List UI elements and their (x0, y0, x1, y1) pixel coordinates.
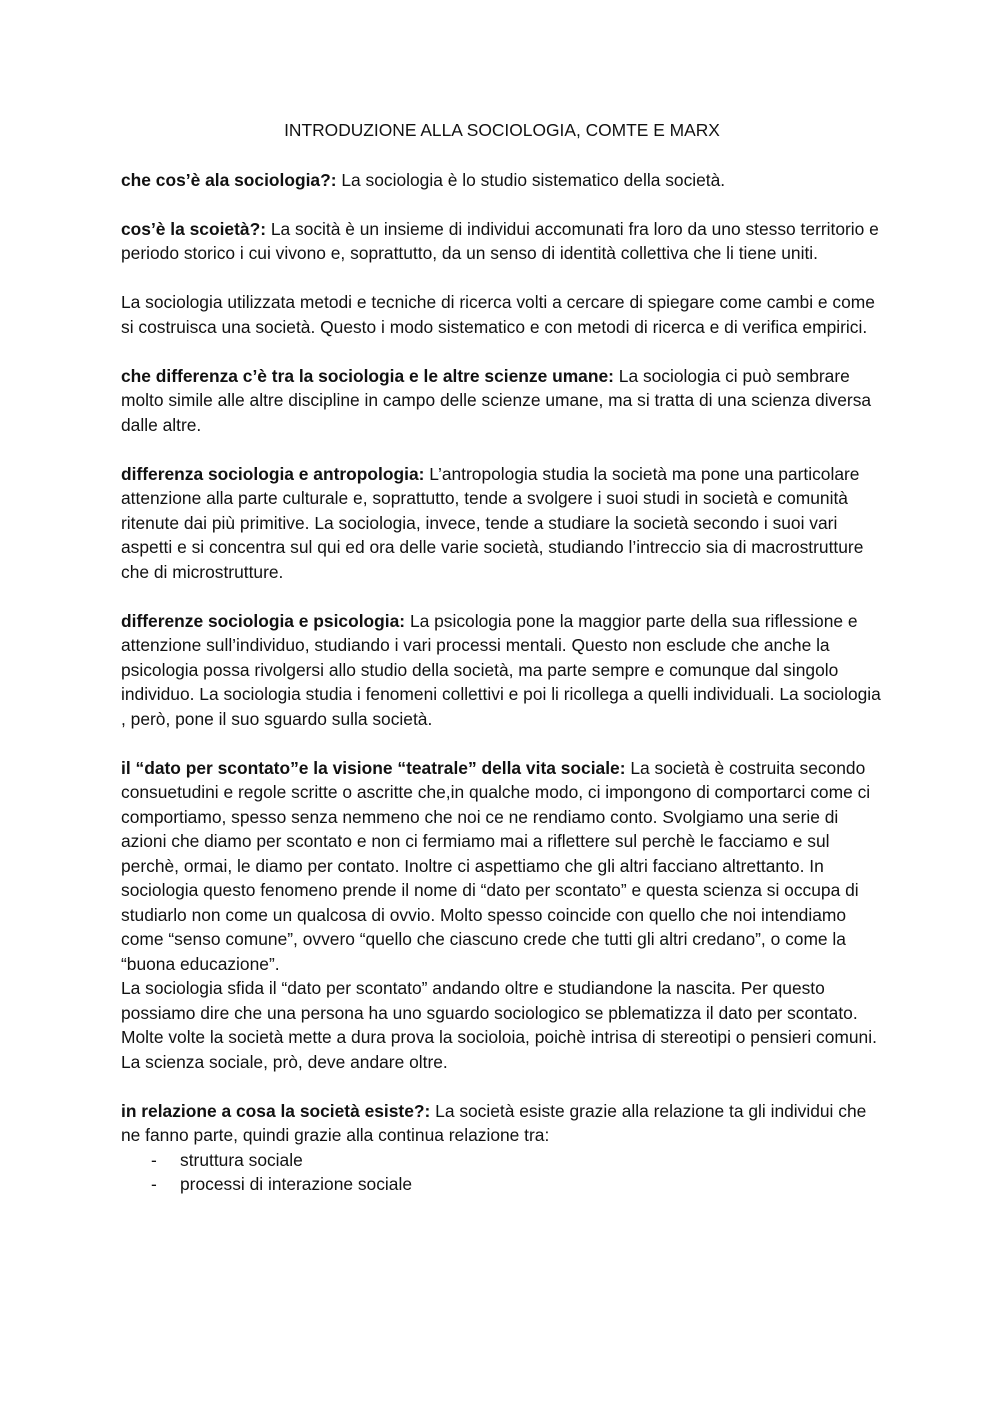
paragraph-heading: che cos’è ala sociologia?: (121, 169, 337, 190)
paragraph-text: La società esiste grazie alla relazione ta gli individui che ne fanno parte, quindi grazie alla continua relazione tra: (121, 1100, 867, 1145)
paragraph-heading: cos’è la scoietà?: (121, 218, 266, 239)
paragraph-text: La sociologia sfida il “dato per scontato” andando oltre e studiandone la nascita. Per questo possiamo dire che una persona ha uno sguardo sociologico se pblematizza il dato per scontato. Molte volte la società mette a dura prova la socioloia, poichè intrisa di stereotipi o pensieri comuni. La scienza sociale, prò, deve andare oltre. (121, 978, 877, 1072)
paragraph-heading: in relazione a cosa la società esiste?: (121, 1100, 431, 1121)
paragraph-taken-for-granted-continuation (121, 976, 883, 1074)
document-page (121, 118, 883, 1197)
dash-bullet: - (151, 1174, 157, 1194)
relation-list (121, 1148, 883, 1197)
paragraph-taken-for-granted (121, 756, 883, 977)
paragraph-heading: il “dato per scontato”e la visione “teatrale” della vita sociale: (121, 757, 626, 778)
paragraph-human-sciences-difference (121, 364, 883, 438)
paragraph-what-is-sociology (121, 168, 883, 193)
paragraph-society-relation (121, 1099, 883, 1148)
paragraph-text: La sociologia ci può sembrare molto simile alle altre discipline in campo delle scienze umane, ma si tratta di una scienza diversa dalle altre. (121, 365, 872, 435)
paragraph-psychology-difference (121, 609, 883, 732)
dash-bullet: - (151, 1149, 157, 1170)
paragraph-anthropology-difference (121, 462, 883, 585)
paragraph-heading: differenza sociologia e antropologia: (121, 463, 425, 484)
list-item-text: processi di interazione sociale (180, 1174, 412, 1194)
paragraph-what-is-society (121, 217, 883, 266)
paragraph-text: L’antropologia studia la società ma pone una particolare attenzione alla parte culturale e, soprattutto, tende a svolgere i suoi studi in società e comunità ritenute dai più primitive. La sociologia, invece, tende a studiare la società secondo i suoi vari aspetti e si concentra sul qui ed ora delle varie società, studiando l’intreccio sia di macrostrutture che di microstrutture. (121, 463, 864, 582)
paragraph-text: La socità è un insieme di individui accomunati fra loro da uno stesso territorio e periodo storico i cui vivono e, soprattutto, da un senso di identità collettiva che li tiene uniti. (121, 218, 879, 263)
paragraph-text: La psicologia pone la maggior parte della sua riflessione e attenzione sull’individuo, studiando i vari processi mentali. Questo non esclude che anche la psicologia possa rivolgersi allo studio della società, ma parte sempre e comunque dal singolo individuo. La sociologia studia i fenomeni collettivi e poi li ricollega a quelli individuali. La sociologia , però, pone il suo sguardo sulla società. (121, 610, 881, 729)
paragraph-sociology-methods (121, 290, 883, 339)
list-item (121, 1172, 883, 1197)
paragraph-heading: differenze sociologia e psicologia: (121, 610, 406, 631)
paragraph-text: La società è costruita secondo consuetudini e regole scritte o ascritte che,in qualche modo, ci impongono di comportarci come ci comportiamo, spesso senza nemmeno che noi ce ne rendiamo conto. Svolgiamo una serie di azioni che diamo per scontato e non ci fermiamo mai a riflettere sul perchè le facciamo e sul perchè, ormai, le diamo per contato. Inoltre ci aspettiamo che gli altri facciano altrettanto. In sociologia questo fenomeno prende il nome di “dato per scontato” e questa scienza si occupa di studiarlo non come un qualcosa di ovvio. Molto spesso coincide con quello che noi intendiamo come “senso comune”, ovvero “quello che ciascuno crede che tutti gli altri credano”, o come la “buona educazione”. (121, 757, 871, 974)
list-item (121, 1148, 883, 1173)
paragraph-heading: che differenza c’è tra la sociologia e le altre scienze umane: (121, 365, 614, 386)
paragraph-text: La sociologia è lo studio sistematico della società. (336, 169, 726, 190)
list-item-text: struttura sociale (180, 1149, 303, 1170)
paragraph-text: La sociologia utilizzata metodi e tecniche di ricerca volti a cercare di spiegare come cambi e come si costruisca una società. Questo i modo sistematico e con metodi di ricerca e di verifica empirici. (121, 292, 875, 337)
document-title: INTRODUZIONE ALLA SOCIOLOGIA, COMTE E MARX (284, 120, 720, 140)
